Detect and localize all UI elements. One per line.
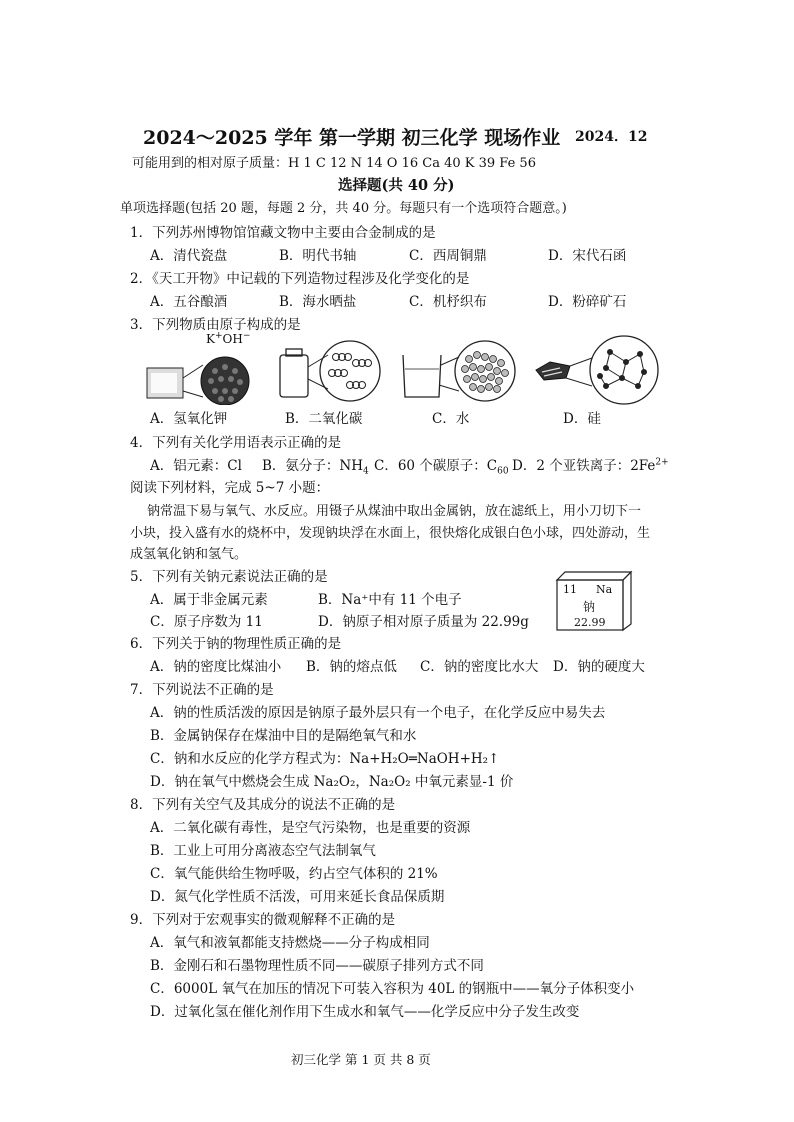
section-heading: 选择题(共 40 分) <box>338 177 455 194</box>
question-1-option-c: C．西周铜鼎 <box>409 248 487 264</box>
question-7-option-b: B．金属钠保存在煤油中目的是隔绝氧气和水 <box>150 728 417 744</box>
question-7-option-a: A．钠的性质活泼的原因是钠原子最外层只有一个电子，在化学反应中易失去 <box>150 705 606 721</box>
figure-b-co2-molecules <box>270 333 390 408</box>
question-3-option-b: B．二氧化碳 <box>285 411 363 427</box>
question-4-stem: 4．下列有关化学用语表示正确的是 <box>130 435 342 451</box>
question-5-option-a: A．属于非金属元素 <box>150 592 268 608</box>
question-1-option-a: A．清代瓷盘 <box>150 248 228 264</box>
question-1-stem: 1．下列苏州博物馆馆藏文物中主要由合金制成的是 <box>130 225 436 241</box>
atomic-masses: 可能用到的相对原子质量：H 1 C 12 N 14 O 16 Ca 40 K 39 Fe 56 <box>132 156 536 171</box>
question-4-option-a: A．铝元素：Cl <box>150 458 242 474</box>
question-5-option-d: D．钠原子相对原子质量为 22.99g <box>318 614 529 630</box>
question-2-option-d: D．粉碎矿石 <box>548 294 627 310</box>
question-4-option-c: C．60 个碳原子：$C_{60}$ <box>374 458 509 477</box>
question-5-stem: 5．下列有关钠元素说法正确的是 <box>130 569 328 585</box>
question-6-stem: 6．下列关于钠的物理性质正确的是 <box>130 636 342 652</box>
question-5-option-c: C．原子序数为 11 <box>150 614 263 630</box>
element-atomic-mass: 22.99 <box>574 616 606 629</box>
question-7-option-d: D．钠在氧气中燃烧会生成 Na₂O₂，Na₂O₂ 中氧元素显-1 价 <box>150 774 514 790</box>
question-6-option-b: B．钠的熔点低 <box>306 659 397 675</box>
question-8-option-c: C．氧气能供给生物呼吸，约占空气体积的 21% <box>150 866 438 882</box>
question-3-option-d: D．硅 <box>563 411 601 427</box>
reading-line-1: 钠常温下易与氧气、水反应。用镊子从煤油中取出金属钠，放在滤纸上，用小刀切下一 <box>147 504 642 519</box>
question-2-option-b: B．海水晒盐 <box>279 294 357 310</box>
question-6-option-a: A．钠的密度比煤油小 <box>150 659 282 675</box>
question-8-option-a: A．二氧化碳有毒性，是空气污染物，也是重要的资源 <box>150 820 471 836</box>
question-2-option-a: A．五谷酿酒 <box>150 294 228 310</box>
exam-date: 2024．12 <box>575 129 648 145</box>
question-2-option-c: C．机杼织布 <box>409 294 487 310</box>
question-5-option-b: B．Na⁺中有 11 个电子 <box>318 592 462 608</box>
question-9-stem: 9．下列对于宏观事实的微观解释不正确的是 <box>130 912 396 928</box>
question-3-option-c: C．水 <box>432 411 470 427</box>
question-3-stem: 3．下列物质由原子构成的是 <box>130 317 301 333</box>
figure-d-silicon-lattice <box>530 328 665 408</box>
question-6-option-d: D．钠的硬度大 <box>553 659 645 675</box>
question-9-option-a: A．氧气和液氧都能支持燃烧——分子构成相同 <box>150 935 430 951</box>
question-7-stem: 7．下列说法不正确的是 <box>130 682 274 698</box>
question-9-option-d: D．过氧化氢在催化剂作用下生成水和氧气——化学反应中分子发生改变 <box>150 1004 580 1020</box>
question-8-option-d: D．氮气化学性质不活泼，可用来延长食品保质期 <box>150 889 445 905</box>
question-9-option-b: B．金刚石和石墨物理性质不同——碳原子排列方式不同 <box>150 958 484 974</box>
question-6-option-c: C．钠的密度比水大 <box>420 659 539 675</box>
question-4-option-b: B．氨分子：$NH_4$ <box>262 458 369 477</box>
ion-label: K+OH− <box>206 331 251 346</box>
question-2-stem: 2．《天工开物》中记载的下列造物过程涉及化学变化的是 <box>130 271 470 287</box>
page-title: 2024～2025 学年 第一学期 初三化学 现场作业 <box>143 127 561 149</box>
element-symbol: Na <box>596 583 613 596</box>
figure-c-water-molecules <box>395 333 525 408</box>
question-7-option-c: C．钠和水反应的化学方程式为：Na+H₂O═NaOH+H₂↑ <box>150 751 500 767</box>
reading-line-2: 小块，投入盛有水的烧杯中，发现钠块浮在水面上，很快熔化成银白色小球，四处游动，生 <box>130 526 651 541</box>
element-name: 钠 <box>583 600 596 614</box>
reading-intro: 阅读下列材料，完成 5~7 小题： <box>130 480 330 496</box>
question-9-option-c: C．6000L 氧气在加压的情况下可装入容积为 40L 的钢瓶中——氧分子体积变小 <box>150 981 635 997</box>
question-1-option-b: B．明代书轴 <box>279 248 357 264</box>
question-8-option-b: B．工业上可用分离液态空气法制氧气 <box>150 843 376 859</box>
question-4-option-d: D．2 个亚铁离子：$2Fe^{2+}$ <box>512 457 669 474</box>
question-1-option-d: D．宋代石函 <box>548 248 627 264</box>
section-instruction: 单项选择题(包括 20 题，每题 2 分，共 40 分。每题只有一个选项符合题意。) <box>120 201 567 216</box>
question-8-stem: 8．下列有关空气及其成分的说法不正确的是 <box>130 797 396 813</box>
reading-line-3: 成氢氧化钠和氢气。 <box>130 547 248 562</box>
page-footer: 初三化学 第 1 页 共 8 页 <box>291 1052 431 1067</box>
question-3-option-a: A．氢氧化钾 <box>150 411 228 427</box>
element-atomic-number: 11 <box>563 583 577 596</box>
